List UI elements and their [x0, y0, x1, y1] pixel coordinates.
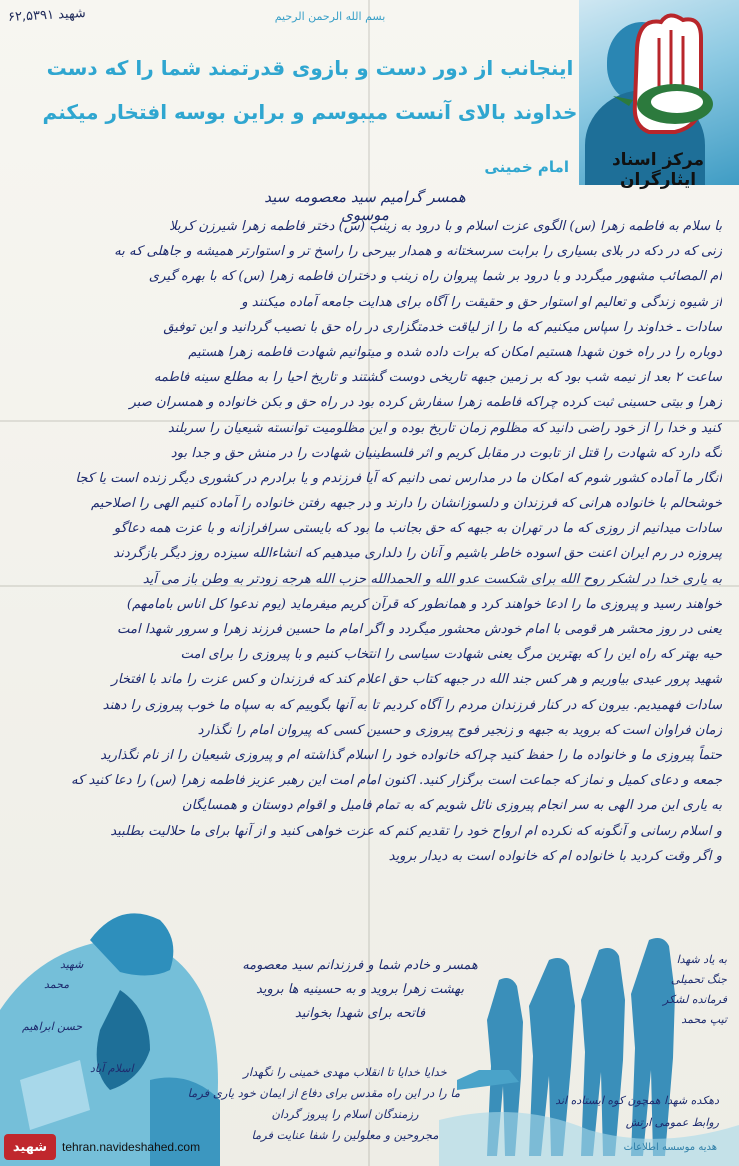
letter-line: سادات میدانیم از روزی که ما در تهران به جبهه که حق بجانب ما بود که بایستی سرافرازانه و با عزت همه دعاگو [113, 521, 722, 537]
art-label: محمد [44, 978, 70, 991]
letter-heading: همسر گرامیم سید معصومه سید موسوی [264, 188, 466, 224]
prayer-line: خدایا خدایا تا انقلاب مهدی خمینی را نگهدار [243, 1065, 447, 1079]
caption-line: دهکده شهدا همچون کوه ایستاده اند [555, 1094, 719, 1107]
letter-line: حیه بهتر که راه این را که بهترین مرگ یعنی شهادت سیاسی را انتخاب کنیم و با پیروزی را برای امت [180, 647, 722, 663]
publisher-credit: هدیه موسسه اطلاعات [623, 1142, 717, 1153]
signature-line: فاتحه برای شهدا بخوانید [294, 1006, 426, 1021]
site-watermark[interactable] [4, 1132, 200, 1162]
signature-line: بهشت زهرا بروید و به حسینیه ها بروید [256, 982, 464, 997]
letter-line: حتماً پیروزی ما و خانواده ما را حفظ کنید چراکه خانواده خود را اسلام گذاشته ام و پیروزی شیعیان را از نام نگذارید [100, 747, 722, 763]
art-label: به یاد شهدا [676, 953, 727, 966]
watermark-url[interactable]: tehran.navideshahed.com [62, 1140, 201, 1154]
letter-line: زهرا و بیتی حسینی ثبت کرده چراکه فاطمه زهرا سفارش کرده بود در راه حق و بکن خانواده و همسران صبر [129, 395, 722, 411]
art-label: شهید [60, 958, 84, 971]
letter-line: یعنی در روز محشر هر قومی با امام خودش محشور میگردد و اگر امام ما حسین فرزند زهرا و سرور شهدا امت [117, 622, 722, 637]
quote-attribution: امام خمینی [484, 158, 569, 176]
prayer-line: رزمندگان اسلام را پیروز گردان [271, 1107, 419, 1121]
art-caption [469, 1090, 719, 1134]
art-label: اسلام آباد [90, 1062, 134, 1075]
archive-number: ۶۲,۵۳۹۱ شهید [7, 5, 87, 26]
signature-line: همسر و خادم شما و فرزندانم سید معصومه [242, 958, 478, 973]
letter-line: با سلام به فاطمه زهرا (س) الگوی عزت اسلام و با درود به زینب (س) دختر فاطمه زهرا شیرزن کربلا [169, 219, 722, 234]
bismillah: بسم الله الرحمن الرحیم [274, 10, 386, 23]
prayer-block [187, 1062, 460, 1146]
signature-block [230, 954, 490, 1026]
art-label: تیپ محمد [681, 1013, 727, 1026]
prayer-line: ما را در این راه مقدس برای دفاع از ایمان خود یاری فرما [187, 1086, 460, 1100]
letter-line: خواهند رسید و پیروزی ما را ادعا خواهند کرد و همانطور که قرآن کریم میفرماید (یوم ندعوا کل اناس بامامهم) [126, 596, 722, 612]
letter-line: سادات ـ خداوند را سپاس میکنیم که ما را از لیاقت خدمتگزاری در راه حق با نصیب گردانید و این توفیق [163, 319, 722, 335]
letter-line: زنی که در دکه در بلای بسیاری را برابت سرسختانه و همدار بیرحی را راسخ تر و استوارتر همیشه و جاهلی که به [114, 244, 722, 260]
letter-line: ساعت ۲ بعد از نیمه شب بود که بر زمین جبهه تاریخی دوست گشتند و تاریخ احیا را به مطلع سینه فاطمه [153, 370, 722, 386]
prayer-line: مجروحین و معلولین را شفا عنایت فرما [251, 1128, 439, 1142]
art-label: جنگ تحمیلی [670, 973, 727, 986]
letter-line: پیروزه در رم ایران اعنت حق اسوده خاطر باشیم و آنان را دلداری میدهیم که انشاءالله سیزده روز دیگر بازگردند [113, 546, 722, 562]
letter-line: نگه دارد که شهادت را قتل از تابوت در مقابل کریم و اثر فلسطینیان شهادت را در منش حق و جدا بود [170, 445, 722, 461]
letter-line: و اسلام رسانی و آنگونه که نکرده ام ارواح خود را تقدیم کنم که عزت خواهی کنید و از آنها برای ما حلالیت بطلبید [110, 823, 722, 839]
letter-line: ام المصائب مشهور میگردد و با درود بر شما پیروان راه زینب و دختران فاطمه زهرا (س) که با بهره گیری [148, 269, 722, 285]
quote-line: اینجانب از دور دست و بازوی قدرتمند شما را که دست [46, 56, 574, 80]
letter-line: و اگر وقت کردید با خانواده ام که خانواده است به دیدار بروید [388, 848, 722, 864]
letter-line: انگار ما آماده کشور شوم که امکان ما در مدارس نمی دانیم که آیا فرزندم و یا برادرم در کشوری دیگر زنده است یا کجا [75, 470, 722, 486]
letter-line: شهید پرور عیدی بیاوریم و هر کس جند الله در جبهه کتاب حق اعلام کند که فرزندان و کس عزت را ماند با افتخار [111, 672, 722, 688]
letter-line: سادات فهمیدیم. بیرون که در کنار فرزندان مردم را آگاه کردیم تا به آنها بگوییم که به سپاه ما خوب پیروزی را دهند [102, 697, 722, 713]
letter-line: خوشحالم با خانواده هرانی که فرزندان و دلسوزانشان را دارند و در جبهه رفتن خانواده را آماده کنیم الهی را اصلاحیم [91, 496, 722, 512]
letter-line: به یاری این مرد الهی به سر انجام پیروزی نائل شویم که به تمام فامیل و اقوام دوستان و همسایگان [181, 798, 722, 814]
art-label: فرمانده لشکر [663, 993, 727, 1006]
letter-line: جمعه و دعای کمیل و نماز که جماعت است برگزار کنید. اکنون امام امت این رهبر عزیز فاطمه زهرا (س) را دعا کنید که [70, 773, 722, 789]
quote-block [40, 46, 580, 134]
letter-line: کنید و خدا را از خود راضی دانید که مظلوم زمان تاریخ بوده و این مظلومیت توانسته شیعیان را سربلند [167, 420, 722, 436]
logo-text: مرکز اسناد ایثارگران [611, 150, 705, 190]
letter-line: دوباره را در راه خون شهدا هستیم امکان که برات داده شده و میتوانیم شهادت فاطمه زهرا هستیم [188, 344, 722, 360]
letter-line: به یاری خدا در لشکر روح الله برای شکست عدو الله و الحمدالله حزب الله هرجه زودتر به وطن باز می آید [142, 571, 722, 587]
letter-line: زمان فراوان است که بروید به جبهه و زنجیر فوج پیروزی و حسین کسی که پیروان امام را نگذارد [197, 722, 722, 738]
letter-line: از شیوه زندگی و تعالیم او استوار حق و حقیقت را آگاه برای هدایت جامعه آماده میکنند و [241, 294, 722, 310]
watermark-badge: شهید [4, 1134, 56, 1160]
art-label: حسن ابراهیم [22, 1020, 83, 1033]
caption-line: روابط عمومی ارتش [625, 1116, 719, 1129]
letter-body [52, 214, 722, 869]
quote-line: خداوند بالای آنست میبوسم و براین بوسه افتخار میکنم [42, 100, 578, 124]
right-art-labels [617, 950, 727, 1030]
